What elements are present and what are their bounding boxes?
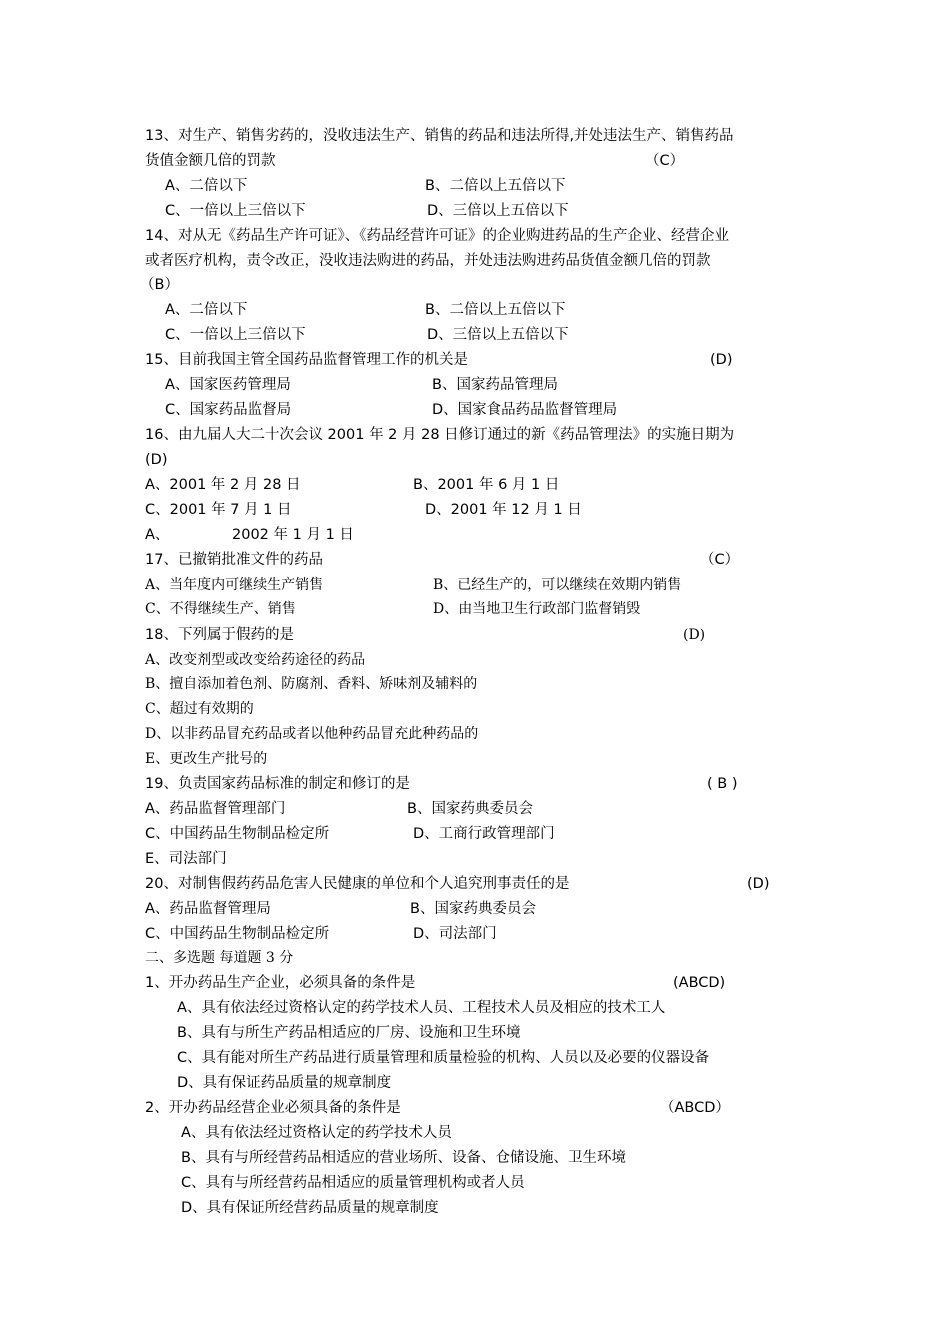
q17-option-d: D、由当地卫生行政部门监督销毁: [433, 601, 641, 617]
q20-option-a: A、药品监督管理局: [145, 901, 271, 917]
m1-stem: 1、开办药品生产企业，必须具备的条件是: [145, 975, 416, 991]
q18-option-e: E、更改生产批号的: [145, 751, 268, 767]
m2-option-c: C、具有与所经营药品相适应的质量管理机构或者人员: [181, 1175, 525, 1191]
q14-option-d: D、三倍以上五倍以下: [427, 327, 569, 343]
q16-option-e: 2002 年 1 月 1 日: [232, 527, 354, 543]
q13-option-c: C、一倍以上三倍以下: [165, 203, 306, 219]
q20-option-d: D、司法部门: [413, 926, 497, 942]
q20-option-c: C、中国药品生物制品检定所: [145, 926, 330, 942]
q19-option-e: E、司法部门: [145, 851, 227, 867]
q13-option-a: A、二倍以下: [165, 178, 248, 194]
q13-option-b: B、二倍以上五倍以下: [425, 178, 566, 194]
q19-option-c: C、中国药品生物制品检定所: [145, 826, 330, 842]
q17-option-a: A、当年度内可继续生产销售: [145, 577, 324, 593]
q14-stem-line1: 14、对从无《药品生产许可证》、《药品经营许可证》的企业购进药品的生产企业、经营企业: [145, 228, 729, 244]
q17-answer: （C）: [700, 552, 740, 568]
q19-option-a: A、药品监督管理部门: [145, 801, 286, 817]
q19-option-b: B、国家药典委员会: [407, 801, 533, 817]
q18-option-c: C、超过有效期的: [145, 701, 254, 717]
m2-option-d: D、具有保证所经营药品质量的规章制度: [181, 1200, 439, 1216]
m1-option-a: A、具有依法经过资格认定的药学技术人员、工程技术人员及相应的技术工人: [177, 1000, 666, 1016]
q15-option-b: B、国家药品管理局: [432, 377, 558, 393]
q20-answer: (D): [747, 876, 770, 892]
m1-answer: (ABCD): [673, 975, 726, 991]
q16-stem-line1: 16、由九届人大二十次会议 2001 年 2 月 28 日修订通过的新《药品管理法》的实施日期为: [145, 427, 735, 443]
q15-option-a: A、国家医药管理局: [165, 377, 291, 393]
q18-option-b: B、擅自添加着色剂、防腐剂、香料、矫味剂及辅料的: [145, 676, 478, 692]
q14-option-b: B、二倍以上五倍以下: [425, 302, 566, 318]
q17-stem: 17、已撤销批准文件的药品: [145, 552, 323, 568]
q18-option-a: A、改变剂型或改变给药途径的药品: [145, 652, 366, 668]
q16-option-e-prefix: A、: [145, 527, 170, 543]
q14-stem-line2: 或者医疗机构，责令改正，没收违法购进的药品，并处违法购进药品货值金额几倍的罚款: [145, 253, 711, 269]
q20-option-b: B、国家药典委员会: [410, 901, 536, 917]
q20-stem: 20、对制售假药药品危害人民健康的单位和个人追究刑事责任的是: [145, 876, 570, 892]
m1-option-c: C、具有能对所生产药品进行质量管理和质量检验的机构、人员以及必要的仪器设备: [177, 1050, 710, 1066]
q19-option-d: D、工商行政管理部门: [413, 826, 555, 842]
q18-answer: (D): [683, 627, 706, 643]
q15-option-d: D、国家食品药品监督管理局: [432, 402, 618, 418]
q13-answer: （C）: [645, 153, 685, 169]
q16-option-b: B、2001 年 6 月 1 日: [413, 477, 560, 493]
q17-option-c: C、不得继续生产、销售: [145, 601, 296, 617]
q14-option-c: C、一倍以上三倍以下: [165, 327, 306, 343]
q13-option-d: D、三倍以上五倍以下: [427, 203, 569, 219]
q16-answer: (D): [145, 452, 168, 468]
q16-option-a: A、2001 年 2 月 28 日: [145, 477, 301, 493]
q15-option-c: C、国家药品监督局: [165, 402, 292, 418]
m1-option-b: B、具有与所生产药品相适应的厂房、设施和卫生环境: [177, 1025, 521, 1041]
q15-answer: (D): [710, 352, 733, 368]
q13-stem-line2: 货值金额几倍的罚款: [145, 153, 276, 169]
q14-answer: （B）: [140, 277, 179, 293]
q18-option-d: D、以非药品冒充药品或者以他种药品冒充此种药品的: [145, 726, 479, 742]
q13-stem-line1: 13、对生产、销售劣药的，没收违法生产、销售的药品和违法所得,并处违法生产、销售药品: [145, 128, 734, 144]
q19-stem: 19、负责国家药品标准的制定和修订的是: [145, 776, 410, 792]
m2-option-a: A、具有依法经过资格认定的药学技术人员: [181, 1125, 452, 1141]
q16-option-d: D、2001 年 12 月 1 日: [425, 502, 582, 518]
q18-stem: 18、下列属于假药的是: [145, 627, 294, 643]
m2-option-b: B、具有与所经营药品相适应的营业场所、设备、仓储设施、卫生环境: [181, 1150, 626, 1166]
section-multiple-choice-title: 二、多选题 每道题 3 分: [145, 950, 294, 966]
m2-stem: 2、开办药品经营企业必须具备的条件是: [145, 1100, 401, 1116]
m2-answer: （ABCD）: [660, 1100, 730, 1116]
q16-option-c: C、2001 年 7 月 1 日: [145, 502, 292, 518]
m1-option-d: D、具有保证药品质量的规章制度: [177, 1075, 392, 1091]
q19-answer: ( B ): [707, 776, 738, 792]
q17-option-b: B、已经生产的，可以继续在效期内销售: [433, 577, 682, 593]
q15-stem: 15、目前我国主管全国药品监督管理工作的机关是: [145, 352, 468, 368]
q14-option-a: A、二倍以下: [165, 302, 248, 318]
